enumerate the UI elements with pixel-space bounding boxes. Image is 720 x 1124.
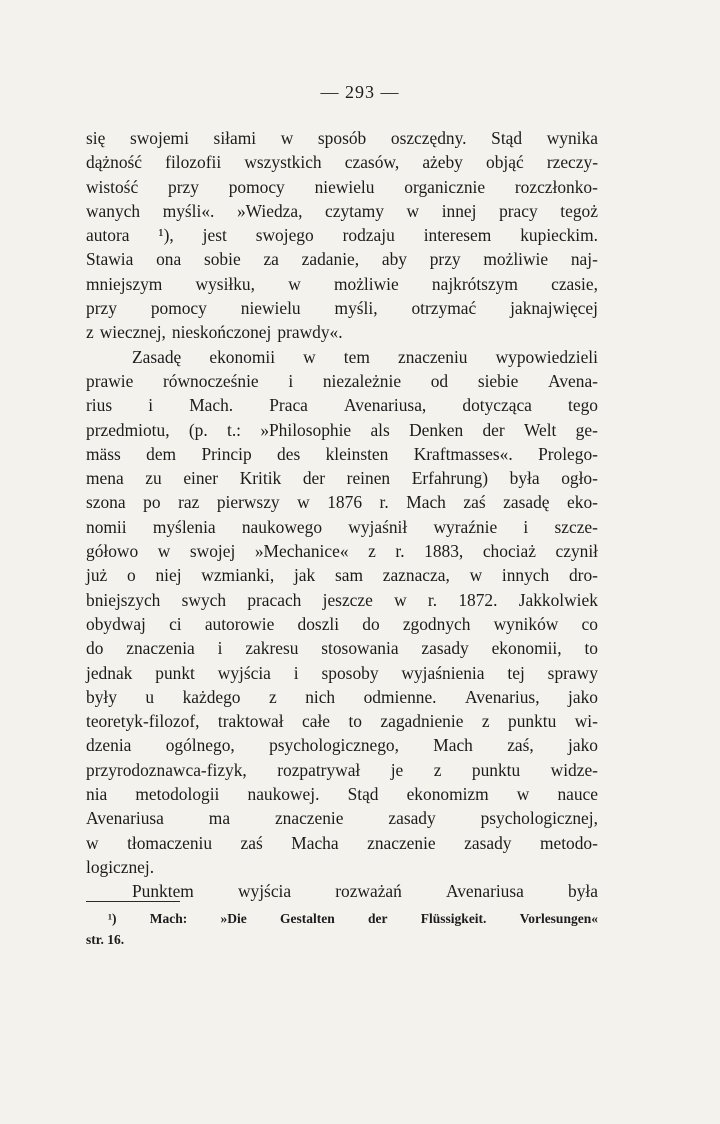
word: der	[482, 419, 505, 440]
word: po	[143, 492, 161, 513]
text-line	[86, 393, 598, 417]
word: zadanie,	[301, 249, 360, 270]
word: kupieckim.	[520, 225, 598, 246]
text-line	[86, 758, 598, 782]
word: odmienne.	[363, 686, 437, 707]
word: kleinsten	[325, 443, 389, 464]
word: nomii	[86, 516, 127, 537]
word: swojego	[255, 225, 314, 246]
word: myśli«.	[162, 200, 215, 221]
text-line	[86, 320, 598, 344]
word: zaś	[240, 832, 263, 853]
word: i	[217, 638, 223, 659]
word: pomocy	[150, 298, 207, 319]
word: einer	[183, 468, 219, 489]
word: ¹)	[108, 911, 117, 926]
word: ażeby	[422, 152, 463, 173]
word: była	[568, 881, 598, 902]
word: Prolego-	[538, 443, 598, 464]
text-line	[86, 709, 598, 733]
word: traktował	[217, 711, 284, 732]
word: równocześnie	[163, 370, 259, 391]
word: der	[302, 468, 326, 489]
word: niewielu	[314, 176, 375, 197]
word: je	[390, 759, 404, 780]
text-line	[86, 879, 598, 903]
word: oszczędny.	[390, 128, 467, 148]
word: r.	[427, 589, 438, 610]
word: tego	[568, 395, 598, 416]
body-text	[86, 126, 598, 904]
text-line	[86, 247, 598, 271]
word: metodo-	[539, 832, 598, 853]
word: Zasadę	[132, 346, 182, 367]
word: dotycząca	[462, 395, 532, 416]
page-number: — 293 —	[320, 82, 400, 102]
word: w	[86, 832, 99, 853]
word: metodologii	[135, 784, 220, 805]
word: czasów,	[344, 152, 400, 173]
word: dzenia	[86, 735, 132, 756]
word: wyraźnie	[433, 516, 498, 537]
word: wyjaśnienia	[401, 662, 485, 683]
text-line	[86, 126, 598, 150]
word: Flüssigkeit.	[420, 911, 487, 926]
text-line	[86, 539, 598, 563]
word: Stąd	[491, 128, 523, 148]
word: znaczeniu	[397, 346, 468, 367]
word: i	[523, 516, 529, 537]
word: zakresu	[245, 638, 299, 659]
word: rius	[86, 395, 113, 416]
word: z	[368, 541, 376, 562]
word: jeszcze	[322, 589, 373, 610]
word: możliwie	[333, 273, 399, 294]
word: czasie,	[551, 273, 598, 294]
word: wyjścia	[237, 881, 292, 902]
word: szona	[86, 492, 126, 513]
text-line	[86, 150, 598, 174]
word: stosowania	[321, 638, 399, 659]
word: Kraftmasses«.	[413, 443, 513, 464]
word: zasady	[421, 638, 469, 659]
word: czytamy	[325, 200, 384, 221]
word: Macha	[291, 832, 339, 853]
word: z	[433, 759, 442, 780]
word: Mach:	[149, 911, 188, 926]
word: psychologicznej,	[480, 808, 598, 829]
word: przedmiotu,	[86, 419, 170, 440]
word: niej	[155, 565, 182, 586]
word: Gestalten	[280, 911, 335, 926]
word: zgodnych	[402, 613, 471, 634]
word: zasady	[464, 832, 512, 853]
word: wypowiedzieli	[495, 346, 598, 367]
word: widze-	[550, 759, 598, 780]
word: reinen	[346, 468, 391, 489]
footnote-divider	[86, 901, 180, 902]
text-line	[86, 466, 598, 490]
word: ekonomii,	[491, 638, 562, 659]
word: prawie	[86, 370, 134, 391]
word: wyjaśnił	[348, 516, 408, 537]
word: w	[394, 589, 407, 610]
text-line	[86, 733, 598, 757]
word: co	[581, 613, 598, 634]
word: myśli,	[334, 298, 378, 319]
word: tej	[507, 662, 525, 683]
word: pracy	[499, 200, 538, 221]
word: rodzaju	[342, 225, 395, 246]
word: ma	[208, 808, 231, 829]
word: Denken	[409, 419, 464, 440]
word: wynika	[546, 128, 598, 148]
word: pomocy	[228, 176, 285, 197]
word: objąć	[486, 152, 524, 173]
word: rozważań	[335, 881, 402, 902]
word: logicznej.	[86, 856, 155, 877]
text-line	[86, 442, 598, 466]
word: r.	[395, 541, 405, 562]
word: sprawy	[547, 662, 598, 683]
word: Welt	[523, 419, 557, 440]
word: wysiłku,	[195, 273, 255, 294]
word: jak	[293, 565, 316, 586]
word: to	[348, 711, 362, 732]
word: wi-	[574, 711, 598, 732]
word: w	[297, 492, 310, 513]
word: interesem	[423, 225, 492, 246]
word: jest	[202, 225, 227, 246]
word: ekonomii	[209, 346, 276, 367]
word: znaczenie	[367, 832, 436, 853]
word: zaś,	[507, 735, 534, 756]
word: tłomaczeniu	[127, 832, 213, 853]
word: »Philosophie	[260, 419, 352, 440]
text-line	[86, 345, 598, 369]
word: z	[268, 686, 277, 707]
word: prawdy«.	[277, 322, 343, 343]
word: Jakkolwiek	[518, 589, 598, 610]
word: wzmianki,	[201, 565, 275, 586]
word: wanych	[86, 200, 141, 221]
word: 1876	[327, 492, 363, 513]
word: swych	[181, 589, 227, 610]
word: zasady	[388, 808, 436, 829]
text-line	[86, 515, 598, 539]
word: »Mechanice«	[254, 541, 349, 562]
word: jaknajwięcej	[510, 298, 598, 319]
text-line	[86, 296, 598, 320]
word: w	[303, 346, 316, 367]
word: Avenarius,	[465, 686, 540, 707]
word: mniejszym	[86, 273, 163, 294]
word: wyjścia	[217, 662, 271, 683]
word: ge-	[575, 419, 598, 440]
word: pierwszy	[216, 492, 280, 513]
word: Stąd	[347, 784, 379, 805]
word: przy	[86, 298, 117, 319]
text-line	[86, 782, 598, 806]
word: otrzymać	[411, 298, 477, 319]
word: jako	[568, 686, 598, 707]
word: sposób	[317, 128, 367, 148]
text-line	[86, 831, 598, 855]
text-line	[86, 855, 598, 879]
word: der	[368, 911, 388, 926]
footnote-line: str. 16.	[86, 932, 125, 947]
word: szcze-	[554, 516, 598, 537]
word: autorowie	[204, 613, 275, 634]
word: Stawia	[86, 249, 134, 270]
word: punktu	[508, 711, 557, 732]
word: Mach	[433, 735, 473, 756]
word: już	[86, 565, 108, 586]
word: były	[86, 686, 117, 707]
text-line	[86, 223, 598, 247]
word: rozczłonko-	[514, 176, 598, 197]
word: Avenariusa	[86, 808, 164, 829]
word: raz	[178, 492, 200, 513]
word: autora	[86, 225, 130, 246]
word: z	[481, 711, 490, 732]
word: wszystkich	[244, 152, 322, 173]
word: przyrodoznawca-fizyk,	[86, 759, 247, 780]
word: Vorlesungen«	[519, 911, 598, 926]
word: każdego	[182, 686, 241, 707]
word: punktu	[471, 759, 521, 780]
word: »Die	[220, 911, 247, 926]
word: przy	[429, 249, 461, 270]
word: Avenariusa,	[344, 395, 427, 416]
word: punkt	[155, 662, 195, 683]
word: psychologicznego,	[269, 735, 399, 756]
word: »Wiedza,	[236, 200, 303, 221]
word: innej	[441, 200, 477, 221]
word: z	[86, 322, 94, 343]
word: des	[277, 443, 301, 464]
word: 1883,	[424, 541, 464, 562]
word: nieskończonej	[171, 322, 272, 343]
word: jako	[568, 735, 598, 756]
text-line	[86, 806, 598, 830]
word: to	[584, 638, 598, 659]
word: gółowo	[86, 541, 139, 562]
word: Princip	[201, 443, 252, 464]
word: nia	[86, 784, 108, 805]
word: w	[157, 541, 171, 562]
word: i	[148, 395, 154, 416]
word: mäss	[86, 443, 121, 464]
word: niewielu	[240, 298, 301, 319]
word: zasadę	[503, 492, 550, 513]
word: chociaż	[482, 541, 536, 562]
text-line	[86, 418, 598, 442]
text-line	[86, 685, 598, 709]
word: do	[362, 613, 380, 634]
word: teoretyk-filozof,	[86, 711, 200, 732]
word: możliwie	[483, 249, 549, 270]
word: innych	[501, 565, 550, 586]
word: dro-	[568, 565, 598, 586]
word: filozofii	[165, 152, 222, 173]
word: mena	[86, 468, 124, 489]
word: Punktem	[132, 881, 194, 902]
word: o	[127, 565, 136, 586]
word: ogło-	[561, 468, 598, 489]
text-line	[86, 612, 598, 636]
word: się	[86, 128, 106, 148]
word: znaczenie	[274, 808, 344, 829]
word: dążność	[86, 152, 143, 173]
text-line	[86, 588, 598, 612]
word: wiecznej,	[99, 322, 166, 343]
word: organicznie	[404, 176, 486, 197]
word: siebie	[477, 370, 519, 391]
word: w	[288, 273, 301, 294]
text-line	[86, 636, 598, 660]
word: w	[516, 784, 530, 805]
word: Kritik	[239, 468, 282, 489]
word: rzeczy-	[546, 152, 598, 173]
word: dem	[146, 443, 177, 464]
word: swojej	[189, 541, 236, 562]
word: ekonomizm	[406, 784, 489, 805]
word: ¹),	[158, 225, 174, 246]
word: myślenia	[152, 516, 216, 537]
word: Mach.	[189, 395, 234, 416]
word: zagadnienie	[380, 711, 464, 732]
word: nauce	[557, 784, 598, 805]
word: w	[406, 200, 420, 221]
word: zaś	[463, 492, 486, 513]
text-line	[86, 661, 598, 685]
word: zaznacza,	[382, 565, 450, 586]
word: naukowej.	[247, 784, 320, 805]
word: tem	[343, 346, 370, 367]
word: Erfahrung)	[411, 468, 489, 489]
footnote-line	[86, 908, 598, 929]
word: swojemi	[129, 128, 189, 148]
text-line	[86, 175, 598, 199]
word: r.	[379, 492, 389, 513]
word: doszli	[297, 613, 340, 634]
word: sobie	[203, 249, 241, 270]
word: als	[370, 419, 390, 440]
word: i	[288, 370, 294, 391]
word: niezależnie	[322, 370, 402, 391]
word: do	[86, 638, 104, 659]
word: naukowego	[241, 516, 323, 537]
word: przy	[168, 176, 199, 197]
word: i	[293, 662, 299, 683]
word: wyników	[493, 613, 559, 634]
word: pracach	[247, 589, 302, 610]
word: całe	[302, 711, 331, 732]
word: znaczenia	[126, 638, 195, 659]
word: sam	[334, 565, 363, 586]
text-line	[86, 272, 598, 296]
word: rozpatrywał	[277, 759, 361, 780]
text-line	[86, 369, 598, 393]
word: za	[263, 249, 279, 270]
word: nich	[305, 686, 336, 707]
word: w	[280, 128, 294, 148]
word: aby	[381, 249, 407, 270]
word: Praca	[269, 395, 308, 416]
word: była	[509, 468, 540, 489]
word: t.:	[227, 419, 242, 440]
word: naj-	[570, 249, 598, 270]
word: 1872.	[458, 589, 498, 610]
word: Avenariusa	[445, 881, 524, 902]
word: ona	[156, 249, 182, 270]
word: Mach	[406, 492, 446, 513]
word: sposoby	[321, 662, 379, 683]
word: (p.	[188, 419, 208, 440]
word: jednak	[86, 662, 133, 683]
word: ogólnego,	[165, 735, 235, 756]
word: obydwaj	[86, 613, 146, 634]
word: tegoż	[560, 200, 598, 221]
word: ci	[169, 613, 182, 634]
word: zu	[145, 468, 162, 489]
word: wistość	[86, 176, 139, 197]
word: od	[430, 370, 449, 391]
text-line	[86, 199, 598, 223]
word: siłami	[213, 128, 257, 148]
word: w	[469, 565, 483, 586]
word: eko-	[567, 492, 598, 513]
word: czynił	[555, 541, 598, 562]
footnote	[86, 908, 598, 950]
word: Avena-	[548, 370, 598, 391]
word: bniejszych	[86, 589, 161, 610]
word: najkrótszym	[431, 273, 518, 294]
text-line	[86, 563, 598, 587]
word: u	[145, 686, 155, 707]
text-line	[86, 490, 598, 514]
